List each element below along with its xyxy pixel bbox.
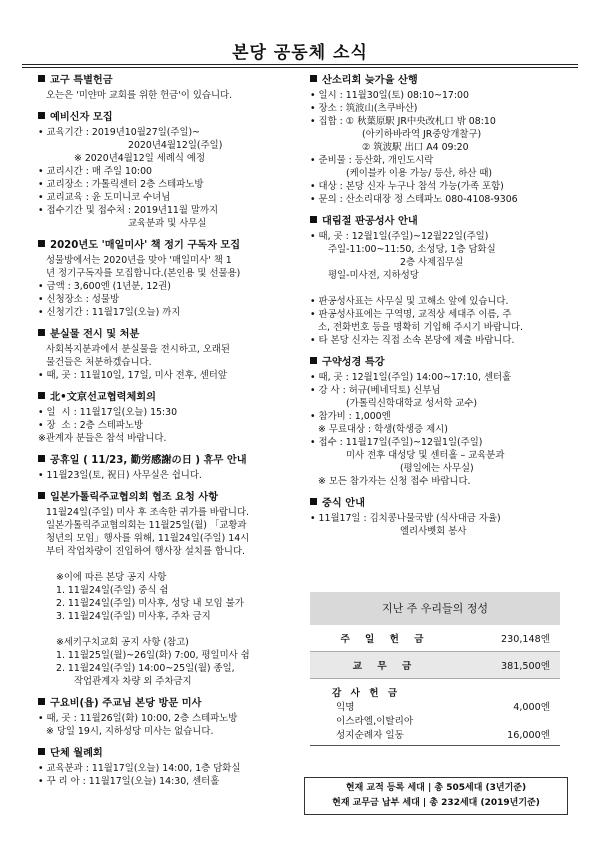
offering-row <box>310 625 560 652</box>
notice-line: 2020년4월12일(주일) <box>128 140 223 151</box>
notice-line: • 때, 곳 : 12월1일(주일)~12월22일(주일) <box>310 230 575 243</box>
notice-line: ※ 모든 참가자는 신청 접수 바랍니다. <box>318 476 471 487</box>
notice-line: (가톨릭신학대학교 성서학 교수) <box>346 398 478 409</box>
section-heading-text: 北•文京선교협력체회의 <box>50 392 156 403</box>
section-heading-text: 산소리회 늦가을 산행 <box>322 75 418 86</box>
section-heading <box>38 328 303 341</box>
notice-section <box>38 111 303 230</box>
square-bullet-icon <box>38 492 45 499</box>
thanksgiving-offering <box>310 679 560 746</box>
square-bullet-icon <box>38 748 45 755</box>
notice-line: • 교육기간 : 2019년10월27일(주일)~ <box>38 126 303 139</box>
section-heading <box>310 74 575 87</box>
notice-line: 2층 사제집무실 <box>400 257 464 268</box>
section-heading <box>38 111 303 124</box>
notice-line: • 장소 : 筑波山(츠쿠바산) <box>310 102 575 115</box>
notice-line: 2. 11월24일(주일) 14:00~25일(월) 종일, <box>56 663 235 674</box>
notice-line: 부터 작업차량이 진입하여 행사장 설치를 합니다. <box>46 546 246 557</box>
offering-label: 교 무 금 <box>352 661 418 672</box>
notice-section <box>38 74 303 102</box>
notice-line: ※ 당일 19시, 지하성당 미사는 없습니다. <box>46 726 214 737</box>
notice-line: • 판공성사표에는 구역명, 교적상 세대주 이름, 주 <box>310 308 575 321</box>
notice-section <box>310 215 575 347</box>
section-heading-text: 분실물 전시 및 처분 <box>50 329 140 340</box>
notice-line: • 접수 : 11월17일(주일)~12월1일(주일) <box>310 436 575 449</box>
notice-line: 평일-미사전, 지하성당 <box>328 270 419 281</box>
notice-line: 2. 11월24일(주일) 미사후, 성당 내 모임 불가 <box>56 598 244 609</box>
notice-section <box>310 356 575 488</box>
notice-line: • 대상 : 본당 신자 누구나 참석 가능(가족 포함) <box>310 180 575 193</box>
square-bullet-icon <box>38 75 45 82</box>
notice-line: • 때, 곳 : 11월26일(화) 10:00, 2층 스테파노방 <box>38 712 303 725</box>
notice-line <box>38 623 303 636</box>
gift-name: 성지순례자 일동 <box>336 730 404 741</box>
square-bullet-icon <box>38 329 45 336</box>
notice-line: • 때, 곳 : 11월10일, 17일, 미사 전후, 센터앞 <box>38 369 303 382</box>
notice-line: • 금액 : 3,600엔 (1년분, 12권) <box>38 280 303 293</box>
notice-line: • 11월23일(토, 祝日) 사무실은 쉽니다. <box>38 469 303 482</box>
section-heading <box>38 747 303 760</box>
notice-section <box>38 491 303 688</box>
notice-line: • 판공성사표는 사무실 및 고해소 앞에 있습니다. <box>310 295 575 308</box>
offering-label: 주 일 헌 금 <box>340 634 430 645</box>
notice-line: • 참가비 : 1,000엔 <box>310 410 575 423</box>
notice-line: • 교리장소 : 가톨릭센터 2층 스테파노방 <box>38 178 303 191</box>
gift-value: 4,000엔 <box>513 702 550 713</box>
section-heading-text: 대림절 판공성사 안내 <box>322 216 418 227</box>
section-heading <box>38 239 303 252</box>
notice-line: • 준비물 : 등산화, 개인도시락 <box>310 154 575 167</box>
notice-line: 일본가톨릭주교협의회는 11월25일(월) 「교황과 <box>46 520 247 531</box>
notice-section <box>310 74 575 206</box>
notice-line: (아키하바라역 JR중앙개찰구) <box>362 129 482 140</box>
section-heading <box>38 391 303 404</box>
section-heading-text: 2020년도 '매일미사' 책 정기 구독자 모집 <box>50 240 241 251</box>
title-divider-thin <box>22 67 578 68</box>
census-registered: 현재 교적 등록 세대 | 총 505세대 (3년기준) <box>345 783 527 793</box>
notice-line: 주일-11:00~11:50, 소성당, 1층 담화실 <box>328 244 496 255</box>
square-bullet-icon <box>38 392 45 399</box>
square-bullet-icon <box>310 216 317 223</box>
page-title: 본당 공동체 소식 <box>232 43 368 63</box>
notice-line: ※ 2020년4월12일 세례식 예정 <box>74 153 205 164</box>
parish-census-box <box>304 777 568 815</box>
section-heading <box>38 491 303 504</box>
notice-line: • 11월17일 : 김치콩나물국밥 (식사대금 자율) <box>310 512 575 525</box>
section-heading-text: 일본가톨릭주교협의회 협조 요청 사항 <box>50 492 219 503</box>
notice-line: 사회복지분과에서 분실물을 전시하고, 오래된 <box>46 344 230 355</box>
census-dues: 현재 교무금 납부 세대 | 총 232세대 (2019년기준) <box>332 798 540 808</box>
square-bullet-icon <box>310 75 317 82</box>
square-bullet-icon <box>310 357 317 364</box>
section-heading <box>310 356 575 369</box>
notice-line: 오는은 '미얀마 교회를 위한 헌금'이 있습니다. <box>46 90 233 101</box>
section-heading <box>310 497 575 510</box>
notice-line: 교육분과 및 사무실 <box>128 218 207 229</box>
right-column <box>310 74 575 547</box>
notice-line: 3. 11월24일(주일) 미사후, 주차 금지 <box>56 611 211 622</box>
notice-section <box>38 454 303 482</box>
notice-line <box>310 282 575 295</box>
gift-row <box>310 713 560 727</box>
notice-line: 1. 11월25일(월)~26일(화) 7:00, 평일미사 쉼 <box>56 650 250 661</box>
notice-line: • 일시 : 11월30일(토) 08:10~17:00 <box>310 89 575 102</box>
square-bullet-icon <box>38 455 45 462</box>
section-heading <box>310 215 575 228</box>
title-divider <box>22 64 578 65</box>
notice-line: 청년의 모임」행사를 위해, 11월24일(주일) 14시 <box>46 533 250 544</box>
notice-line: • 교리시간 : 매 주일 10:00 <box>38 165 303 178</box>
offering-value: 381,500엔 <box>501 661 550 672</box>
section-heading-text: 공휴일 ( 11/23, 勤労感謝の日 ) 휴무 안내 <box>50 455 247 466</box>
notice-line: 작업관계자 차량 외 주차금지 <box>74 676 192 687</box>
notice-line: • 장 소 : 2층 스테파노방 <box>38 419 303 432</box>
gift-value <box>460 713 560 727</box>
notice-line: ※세키구치교회 공지 사항 (참고) <box>56 637 189 648</box>
notice-section <box>310 497 575 538</box>
gift-row <box>310 699 560 713</box>
notice-line: • 강 사 : 허규(베네딕토) 신부님 <box>310 384 575 397</box>
section-heading-text: 단체 월례회 <box>50 748 103 759</box>
notice-line: • 꾸 리 아 : 11월17일(오늘) 14:30, 센터홀 <box>38 775 303 788</box>
notice-line: ※관계자 분들은 참석 바랍니다. <box>38 433 167 444</box>
notice-line: 1. 11월24일(주일) 중식 쉼 <box>56 585 169 596</box>
notice-section <box>38 697 303 738</box>
square-bullet-icon <box>38 240 45 247</box>
notice-line: • 때, 곳 : 12월1일(주일) 14:00~17:10, 센터홀 <box>310 371 575 384</box>
square-bullet-icon <box>38 112 45 119</box>
section-heading-text: 중식 안내 <box>322 498 365 509</box>
notice-line: ※이에 따른 본당 공지 사항 <box>56 572 167 583</box>
notice-line: • 일 시 : 11월17일(오늘) 15:30 <box>38 406 303 419</box>
square-bullet-icon <box>310 498 317 505</box>
notice-line: 물건들은 처분하겠습니다. <box>46 357 152 368</box>
notice-line: ② 筑波駅 出口 A4 09:20 <box>362 142 469 153</box>
section-heading-text: 교구 특별헌금 <box>50 75 113 86</box>
notice-line: 11월24일(주일) 미사 후 조속한 귀가를 바랍니다. <box>46 507 250 518</box>
square-bullet-icon <box>38 698 45 705</box>
notice-line: • 교리교육 : 윤 도미니코 수녀님 <box>38 191 303 204</box>
section-heading-text: 구요비(욥) 주교님 본당 방문 미사 <box>50 698 202 709</box>
notice-line: • 문의 : 산소리대장 정 스테파노 080-4108-9306 <box>310 193 575 206</box>
offering-value: 230,148엔 <box>501 634 550 645</box>
notice-line: 성물방에서는 2020년을 맞아 '매일미사' 책 1 <box>46 255 232 266</box>
section-heading <box>38 74 303 87</box>
notice-line: • 접수기간 및 접수처 : 2019년11월 말까지 <box>38 204 303 217</box>
notice-line: • 타 본당 신자는 직접 소속 본당에 제출 바랍니다. <box>310 334 575 347</box>
section-heading <box>38 454 303 467</box>
gift-name: 익명 <box>336 702 355 713</box>
section-heading <box>38 697 303 710</box>
notice-line: • 신청장소 : 성물방 <box>38 293 303 306</box>
notice-section <box>38 391 303 445</box>
notice-line: • 교육분과 : 11월17일(오늘) 14:00, 1층 담화실 <box>38 762 303 775</box>
section-heading-text: 예비신자 모집 <box>50 112 113 123</box>
notice-line: (평일에는 사무실) <box>400 463 474 474</box>
notice-line: (케이블카 이용 가능/ 등산, 하산 때) <box>346 168 493 179</box>
gift-value: 16,000엔 <box>507 730 550 741</box>
notice-section <box>38 328 303 382</box>
notice-line: 미사 전후 대성당 및 센터홀 – 교육분과 <box>346 450 505 461</box>
notice-section <box>38 747 303 788</box>
gift-name: 이스라엘,이탈리아 <box>336 716 414 727</box>
offering-row <box>310 652 560 679</box>
offering-title: 지난 주 우리들의 정성 <box>310 592 560 625</box>
notice-line: • 집합 : ① 秋葉原駅 JR中央改札口 밖 08:10 <box>310 115 575 128</box>
notice-line: ※ 무료대상 : 학생(학생증 제시) <box>318 424 448 435</box>
notice-line: 소, 전화번호 등을 명확히 기입해 주시기 바랍니다. <box>318 322 523 333</box>
left-column <box>38 74 303 797</box>
notice-line: 년 정기구독자를 모집합니다.(본인용 및 선물용) <box>46 268 241 279</box>
notice-line <box>38 558 303 571</box>
offering-table <box>310 592 560 746</box>
notice-line: • 신청기간 : 11월17일(오늘) 까지 <box>38 306 303 319</box>
notice-section <box>38 239 303 319</box>
section-heading-text: 구약성경 특강 <box>322 357 385 368</box>
thanksgiving-label: 감 사 헌 금 <box>332 688 401 699</box>
notice-line: 엘리사벳회 봉사 <box>400 526 467 537</box>
gift-row <box>310 727 560 741</box>
